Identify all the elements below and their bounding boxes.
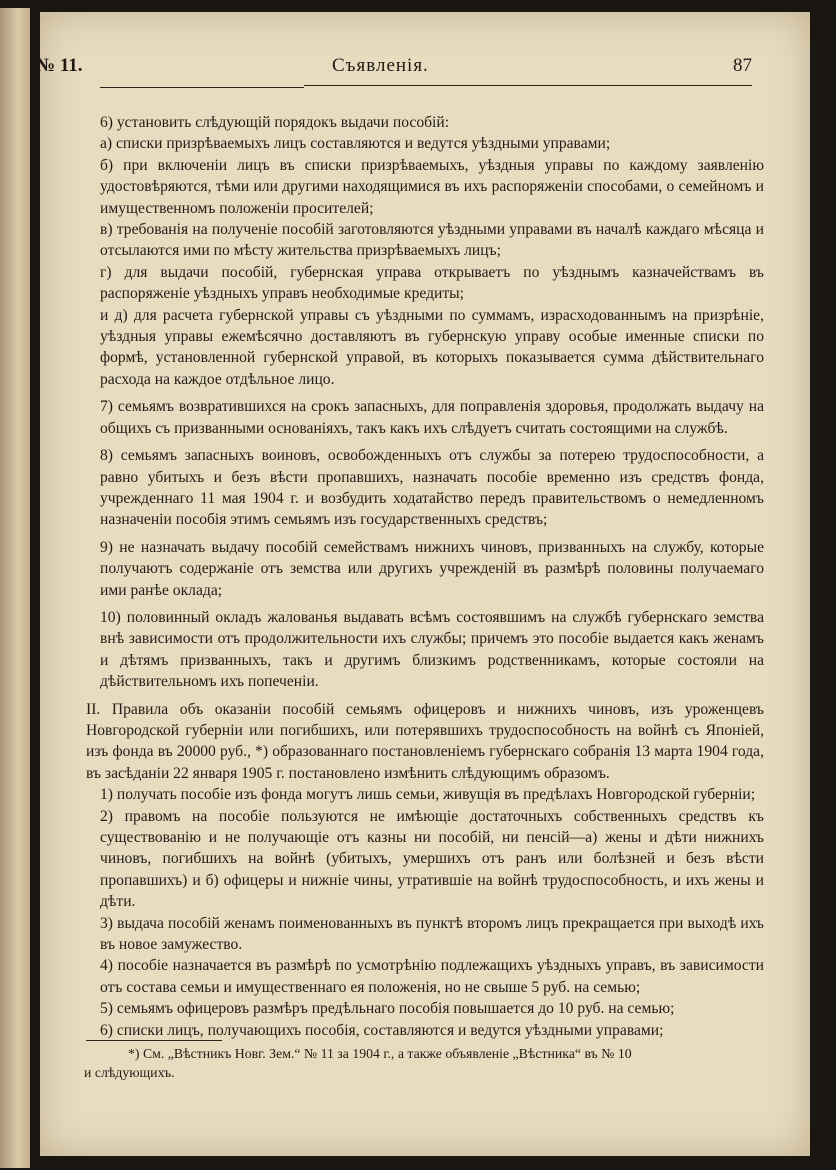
paragraph: 10) половинный окладъ жалованья выдавать всѣмъ состоявшимъ на службѣ губернскаго земства внѣ зависимости отъ продолжительности ихъ службы; причемъ это пособіе выдается какъ женамъ и дѣтямъ призванныхъ, такъ и другимъ близкимъ родственникамъ, которые состояли на дѣйствительномъ ихъ попеченіи. — [100, 608, 764, 691]
paragraph: 3) выдача пособій женамъ поименованныхъ въ пунктѣ второмъ лицъ прекращается при выходѣ ихъ въ новое замужество. — [100, 914, 764, 954]
issue-number: № 11. — [36, 55, 83, 76]
header-rule-right — [304, 85, 752, 86]
paragraph: 5) семьямъ офицеровъ размѣръ предѣльнаго пособія повышается до 10 руб. на семью; — [100, 1000, 675, 1018]
section-title: Съявленія. — [332, 55, 429, 76]
left-page-edge — [0, 8, 30, 1168]
footnote-rule — [86, 1040, 222, 1041]
footnote-line: и слѣдующихъ. — [84, 1065, 175, 1080]
paragraph: г) для выдачи пособій, губернская управа открываетъ по уѣзднымъ казначействамъ въ распоряженіе уѣздныхъ управъ необходимые кредиты; — [100, 263, 764, 303]
footnote-line: *) См. „Вѣстникъ Новг. Зем.“ № 11 за 1904 г., а также объявленіе „Вѣстника“ въ № 10 — [128, 1046, 632, 1061]
paragraph: 7) семьямъ возвратившихся на срокъ запасныхъ, для поправленія здоровья, продолжать выдачу на общихъ съ призванными основаніяхъ, такъ какъ ихъ слѣдуетъ считать состоящими на службѣ. — [100, 398, 764, 437]
paragraph: 6) установить слѣдующій порядокъ выдачи пособій: — [100, 114, 450, 131]
paragraph: 2) правомъ на пособіе пользуются не имѣющіе достаточныхъ собственныхъ средствъ къ существованію и не получающіе отъ казны ни пособій, ни пенсій—а) жены и дѣти нижнихъ чиновъ, погибшихъ на войнѣ (убитыхъ, умершихъ отъ ранъ или болѣзней и безъ вѣсти пропавшихъ) и б) офицеры и нижніе чины, утратившіе на войнѣ трудоспособность, и ихъ жены и дѣти. — [100, 807, 764, 911]
paragraph: а) списки призрѣваемыхъ лицъ составляются и ведутся уѣздными управами; — [100, 135, 611, 153]
paragraph: в) требованія на полученіе пособій заготовляются уѣздными управами въ началѣ каждаго мѣсяца и отсылаются ими по мѣсту жительства призрѣваемыхъ лицъ; — [100, 221, 764, 260]
paragraph: 8) семьямъ запасныхъ воиновъ, освобожденныхъ отъ службы за потерею трудоспособности, а равно убитыхъ и безъ вѣсти пропавшихъ, назначать пособіе временно изъ средствъ фонда, учрежденнаго 11 мая 1904 г. и возбудить ходатайство передъ правительствомъ о немедленномъ назначеніи пособія этимъ семьямъ изъ государственныхъ средствъ; — [100, 447, 764, 529]
paragraph: II. Правила объ оказаніи пособій семьямъ офицеровъ и нижнихъ чиновъ, изъ уроженцевъ Новгородской губерніи или погибшихъ, или потерявшихъ трудоспособность на войнѣ съ Японіей, изъ фонда въ 20000 руб., *) образованнаго постановленіемъ губернскаго собранія 13 марта 1904 года, въ засѣданіи 22 января 1905 г. постановлено измѣнить слѣдующимъ образомъ. — [86, 700, 764, 782]
header-rule-left — [100, 87, 304, 88]
paragraph: и д) для расчета губернской управы съ уѣздными по суммамъ, израсходованнымъ на призрѣніе, уѣздныя управы ежемѣсячно доставляютъ въ губернскую управу особые именные списки по формѣ, установленной губернской управой, въ которыхъ показывается сумма дѣйствительнаго расхода на каждое отдѣльное лицо. — [100, 306, 764, 388]
paragraph: б) при включеніи лицъ въ списки призрѣваемыхъ, уѣздныя управы по каждому заявленію удостовѣряются, тѣми или другими находящимися въ ихъ распоряженіи способами, о семейномъ и имущественномъ положеніи просителей; — [100, 156, 764, 217]
paragraph: 4) пособіе назначается въ размѣрѣ по усмотрѣнію подлежащихъ уѣздныхъ управъ, въ зависимости отъ состава семьи и имущественнаго ея положенія, но не свыше 5 руб. на семью; — [100, 957, 764, 996]
body-text — [72, 112, 764, 1041]
page-number: 87 — [733, 55, 752, 76]
paragraph: 6) списки лицъ, получающихъ пособія, составляются и ведутся уѣздными управами; — [100, 1021, 664, 1039]
page-header — [36, 55, 752, 85]
footnote — [84, 1044, 764, 1082]
paragraph: 9) не назначать выдачу пособій семействамъ нижнихъ чиновъ, призванныхъ на службу, которые получаютъ содержаніе отъ земства или другихъ учрежденій въ размѣрѣ половины получаемаго ими ранѣе оклада; — [100, 538, 764, 599]
paragraph: 1) получать пособіе изъ фонда могутъ лишь семьи, живущія въ предѣлахъ Новгородской губерніи; — [100, 786, 756, 804]
